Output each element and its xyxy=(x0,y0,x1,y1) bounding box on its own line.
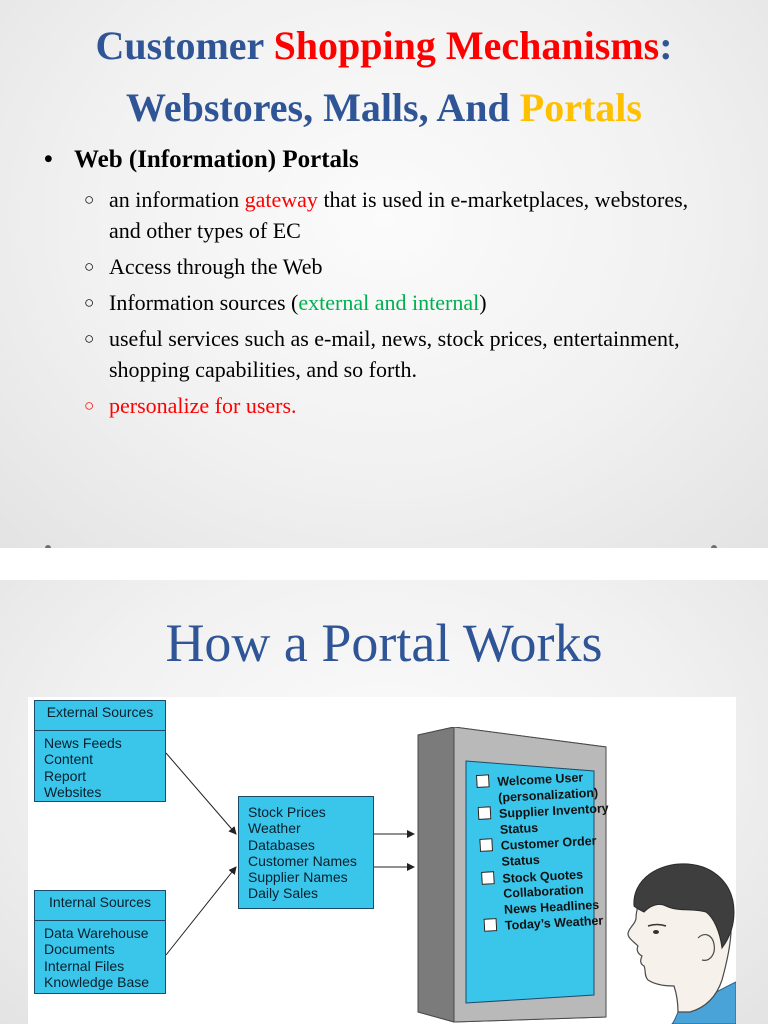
slide-2 xyxy=(0,580,768,1024)
internal-sources-list xyxy=(35,921,165,990)
title-highlight: Portals xyxy=(519,85,642,130)
main-bullet xyxy=(44,145,359,175)
checkbox-icon xyxy=(479,839,493,853)
sub-bullet-list xyxy=(84,184,724,426)
portal-item-text: Welcome User xyxy=(497,770,584,789)
sub-bullet-text: ) xyxy=(479,290,487,315)
title-highlight: Shopping Mechanisms xyxy=(273,23,660,68)
portal-item-text: Supplier Inventory xyxy=(498,801,610,822)
slide-title: How a Portal Works xyxy=(165,613,603,673)
title-part: Customer xyxy=(95,23,274,68)
sub-bullet-text: useful services such as e-mail, news, stock prices, entertainment, shopping capabilities, and so forth. xyxy=(109,326,680,382)
main-bullet-text: Web (Information) Portals xyxy=(74,146,359,173)
list-item: Data Warehouse xyxy=(44,925,149,941)
circle-bullet-icon: ○ xyxy=(84,329,95,348)
portal-screen-menu xyxy=(476,768,615,936)
checkbox-icon xyxy=(484,918,498,932)
checkbox-icon xyxy=(478,806,492,820)
sub-bullet-5 xyxy=(84,390,724,421)
external-sources-box xyxy=(34,730,166,802)
internal-sources-header-box xyxy=(34,890,166,921)
internal-sources-header: Internal Sources xyxy=(49,894,151,910)
portal-item-text: News Headlines xyxy=(503,897,600,917)
portal-item-text: Stock Quotes xyxy=(502,867,584,886)
checkbox-icon xyxy=(476,774,490,788)
internal-sources-box xyxy=(34,920,166,994)
portal-item-text: Status xyxy=(499,820,539,837)
title-colon: : xyxy=(659,23,673,68)
list-item: Content xyxy=(44,751,94,768)
list-item: Knowledge Base xyxy=(44,973,150,990)
portal-diagram xyxy=(28,697,736,1024)
portal-content-box xyxy=(238,796,374,909)
list-item: News Feeds xyxy=(44,735,122,751)
arrow-internal-to-middle xyxy=(166,867,236,955)
portal-item-text: Status xyxy=(501,852,541,869)
sub-bullet-text: personalize for users. xyxy=(109,393,297,418)
sub-bullet-text: an information xyxy=(109,187,245,212)
slide-title-line-2 xyxy=(0,85,768,130)
portal-content-list xyxy=(239,797,373,902)
list-item: Report xyxy=(44,767,87,784)
sub-bullet-1 xyxy=(84,184,724,246)
checkbox-icon xyxy=(481,871,495,885)
external-sources-header-box xyxy=(34,700,166,731)
slide-separator xyxy=(0,548,768,580)
list-item: Customer Names xyxy=(248,852,357,869)
list-item: Internal Files xyxy=(44,957,125,974)
list-item: Documents xyxy=(44,941,115,958)
portal-item-text: Customer Order xyxy=(500,834,597,854)
sub-bullet-4 xyxy=(84,323,724,385)
arrow-external-to-middle xyxy=(166,753,236,834)
sub-bullet-text: Access through the Web xyxy=(109,254,323,279)
circle-bullet-icon: ○ xyxy=(84,190,95,209)
external-sources-list xyxy=(35,731,165,800)
sub-bullet-highlight: external and internal xyxy=(298,290,480,315)
sub-bullet-text: that is used in e-marketplaces, webstores, and other types of EC xyxy=(109,187,689,243)
sub-bullet-highlight: gateway xyxy=(244,187,318,212)
bullet-dot-icon: • xyxy=(44,146,53,173)
sub-bullet-text: Information sources ( xyxy=(109,290,299,315)
title-part: Webstores, Malls, And xyxy=(126,85,520,130)
portal-item-text: Collaboration xyxy=(502,882,585,901)
list-item: Stock Prices xyxy=(248,804,326,820)
sub-bullet-3 xyxy=(84,287,724,318)
slide-title-line-1 xyxy=(0,23,768,68)
sub-bullet-2 xyxy=(84,251,724,282)
list-item: Supplier Names xyxy=(248,869,348,886)
portal-item-text: (personalization) xyxy=(497,785,599,805)
circle-bullet-icon: ○ xyxy=(84,293,95,312)
portal-item-text: Today’s Weather xyxy=(504,913,604,934)
user-head-icon xyxy=(614,862,736,1024)
list-item: Daily Sales xyxy=(248,885,319,902)
list-item: Weather xyxy=(248,820,301,837)
list-item: Websites xyxy=(44,783,102,800)
circle-bullet-icon: ○ xyxy=(84,396,95,415)
circle-bullet-icon: ○ xyxy=(84,257,95,276)
list-item: Databases xyxy=(248,836,315,853)
external-sources-header: External Sources xyxy=(46,704,154,720)
